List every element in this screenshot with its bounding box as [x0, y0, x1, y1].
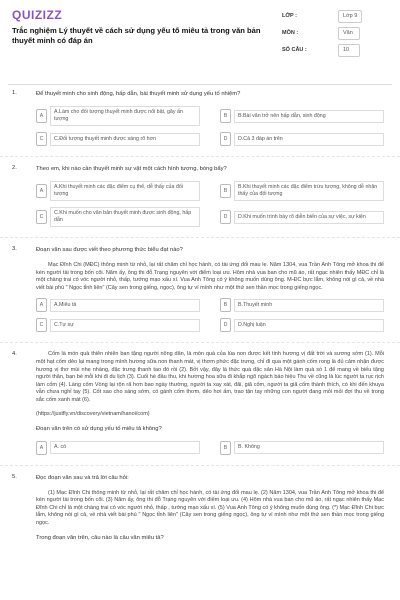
option-text: B.Thuyết minh: [234, 299, 384, 312]
question-number: 1.: [12, 90, 17, 96]
option-c[interactable]: [36, 318, 200, 332]
question-number: 4.: [12, 351, 17, 358]
answer-options: [36, 181, 384, 227]
question-number: 2.: [12, 165, 17, 171]
reading-passage: (1) Mạc Đĩnh Chi thông minh từ nhỏ, lại rất chăm chỉ học hành, có tài ứng đối mau lẹ. (2) Năm 1304, vua Trần Anh Tông mở khoa thi để kén người tài trong bốn cõi. (3) Năm ấy, ông thi đỗ Trạng nguyên với điểm loại ưu. (4) Hôm nhà vua ban cho mũ áo, rất ngạc nhiên thấy Mạc Đĩnh Chi chỉ là một chàng trai có vóc người nhỏ, thấp , tướng mạo xấu xí. (5) Vua Anh Tông có ý không muốn dùng ông. (*) Mạc Đĩnh Chi bực lắm, không nói gì cả, về nhà viết bài phú " Ngọc tỉnh liên" (Cây sen trong giếng ngọc), ông tự ví mình như một thứ sen thần mọc trong giếng ngọc.: [36, 489, 384, 526]
question-text: Theo em, khi nào cần thuyết minh sự vật một cách hình tượng, bóng bẩy?: [36, 166, 227, 172]
question-text: Để thuyết minh cho sinh động, hấp dẫn, bài thuyết minh sử dụng yếu tố nhiệm?: [36, 91, 241, 97]
option-d[interactable]: [220, 318, 384, 332]
answer-options: [36, 106, 384, 146]
option-text: A.Miêu tả: [50, 299, 200, 312]
option-badge: D: [220, 132, 231, 146]
meta-count-row: [282, 44, 392, 57]
question-4: [0, 351, 400, 454]
option-text: C.Đối tượng thuyết minh được sáng rõ hơn: [50, 133, 200, 146]
option-badge: A: [36, 298, 47, 312]
question-3: [0, 246, 400, 332]
worksheet-header: [0, 0, 400, 82]
option-text: D.Khi muốn trình bày rõ diễn biến của sự việc, sự kiện: [234, 211, 384, 224]
meta-panel: [282, 10, 392, 61]
class-label: LỚP :: [282, 13, 297, 19]
option-badge: C: [36, 318, 47, 332]
option-text: B.Khi thuyết minh các đặc điểm trừu tượng, không dễ nhận thấy của đối tượng: [234, 181, 384, 201]
worksheet-title: Trắc nghiệm Lý thuyết về cách sử dụng yếu tố miêu tả trong văn bản thuyết minh có đáp án: [12, 26, 261, 45]
option-b[interactable]: [220, 106, 384, 126]
option-b[interactable]: [220, 298, 384, 312]
option-badge: D: [220, 318, 231, 332]
option-b[interactable]: [220, 181, 384, 201]
option-d[interactable]: [220, 207, 384, 227]
count-value: 10: [338, 44, 360, 57]
question-1: [0, 90, 400, 146]
option-badge: B: [220, 109, 231, 123]
option-badge: A: [36, 184, 47, 198]
class-value: Lớp 9: [338, 10, 362, 23]
option-a[interactable]: [36, 106, 200, 126]
option-c[interactable]: [36, 207, 200, 227]
option-text: D.Nghị luận: [234, 319, 384, 332]
question-5: [0, 474, 400, 542]
option-d[interactable]: [220, 132, 384, 146]
question-separator: [0, 342, 400, 343]
option-badge: A: [36, 441, 47, 455]
answer-options: [36, 298, 384, 332]
reading-passage: Cốm là món quà thiên nhiên ban tặng người nông dân, là món quà của lúa non được kết tinh hương vị đất trời và sương sớm (1). Mỗi một hạt cốm dẻo lại mang trong mình hương sữa non thanh mát, vị thơm phức đặc trưng, chỉ đi qua một gánh cốm rong là đủ cảm nhận được hương vị thơ mùi nhẹ nhàng, đặc trưng thanh tao đó rồi (2). Bởi vậy, đây là thức quà đặc sản Hà Nội làm quà só 1 để mang về biếu tặng người thân, bạn bè mỗi khi đi du lịch (3). Cuối hè đầu thu, khi hương hoa sữa đi khắp ngõ ngách báo hiệu Thu về cũng là lúc người ta rục rịch làm cốm (4). Làng cốm Vòng lại rộn rã hơn bao ngày thường, người ta xay xát, đãi, giã cốm, người ta giã cốm thành thích, có khi đến khuya vẫn chưa nghỉ tay (5). Cốt sao cho sáng sớm, có gánh cốm thơm, dẻo hơi ấm, trao tận tay những con người đang mỏi mỏi đợi thu về trong sắc cốm xanh mát (6).: [36, 351, 384, 403]
source-link[interactable]: (https://justfly.vn/discovery/vietnam/hanoi/com): [36, 410, 150, 417]
meta-class-row: [282, 10, 392, 23]
option-text: D.Cả 3 đáp án trên: [234, 133, 384, 146]
count-label: SỐ CÂU :: [282, 47, 307, 53]
option-text: B. Không: [234, 441, 384, 454]
question-separator: [0, 156, 400, 157]
question-text: Đoạn văn sau được viết theo phương thức biểu đạt nào?: [36, 247, 183, 253]
subject-value: Văn: [338, 27, 360, 40]
option-text: A.Khi thuyết minh các đặc điểm cụ thể, dễ thấy của đối tượng: [50, 181, 200, 201]
option-badge: C: [36, 132, 47, 146]
header-divider: [8, 84, 392, 85]
option-badge: A: [36, 109, 47, 123]
answer-options: [36, 441, 384, 455]
question-number: 5.: [12, 473, 17, 480]
option-a[interactable]: [36, 441, 200, 455]
question-prompt: Trong đoạn văn trên, câu nào là câu văn miêu tả?: [36, 534, 164, 541]
question-separator: [0, 465, 400, 466]
option-text: C.Khi muốn cho văn bản thuyết minh được sinh động, hấp dẫn: [50, 207, 200, 227]
reading-passage: Mạc Đĩnh Chi (MĐC) thông minh từ nhỏ, lại rất chăm chỉ học hành, có tài ứng đối mau lẹ. Năm 1304, vua Trần Anh Tông mở khoa thi để kén người tài trong bốn cõi. Năm ấy, ông thi đỗ Trạng nguyên với điểm loại ưu. Hôm nhà vua ban cho mũ áo, rất ngạc nhiên thấy MĐC chỉ là một chàng trai có vóc người nhỏ, thấp, tướng mạo xấu xí. Vua Anh Tông có ý không muốn dùng ông. M-ĐC bực lắm, không nói gì cả, về nhà viết bài phú " Ngọc tỉnh liên" (Cây sen trong giếng, ngọc), ông tự ví mình như một thứ sen thần mọc trong giếng ngọc.: [36, 262, 384, 291]
question-text: Đoạn văn trên có sử dụng yếu tố miêu tả không?: [36, 425, 162, 432]
question-text: Đọc đoạn văn sau và trả lời câu hỏi:: [36, 474, 129, 481]
option-text: A.Làm cho đối tượng thuyết minh được nổi bật, gây ấn tượng: [50, 106, 200, 126]
option-c[interactable]: [36, 132, 200, 146]
meta-subject-row: [282, 27, 392, 40]
option-badge: D: [220, 210, 231, 224]
question-2: [0, 165, 400, 227]
option-b[interactable]: [220, 441, 384, 455]
subject-label: MÔN :: [282, 30, 299, 36]
option-text: B.Bài văn trở nên hấp dẫn, sinh động: [234, 110, 384, 123]
option-text: C.Tự sự: [50, 319, 200, 332]
option-a[interactable]: [36, 298, 200, 312]
option-badge: B: [220, 298, 231, 312]
option-badge: B: [220, 184, 231, 198]
question-separator: [0, 237, 400, 238]
option-badge: C: [36, 210, 47, 224]
option-text: A. có: [50, 441, 200, 454]
option-badge: B: [220, 441, 231, 455]
question-number: 3.: [12, 246, 17, 252]
quizizz-logo: QUIZIZZ: [12, 8, 63, 22]
option-a[interactable]: [36, 181, 200, 201]
questions-list: [0, 90, 400, 550]
